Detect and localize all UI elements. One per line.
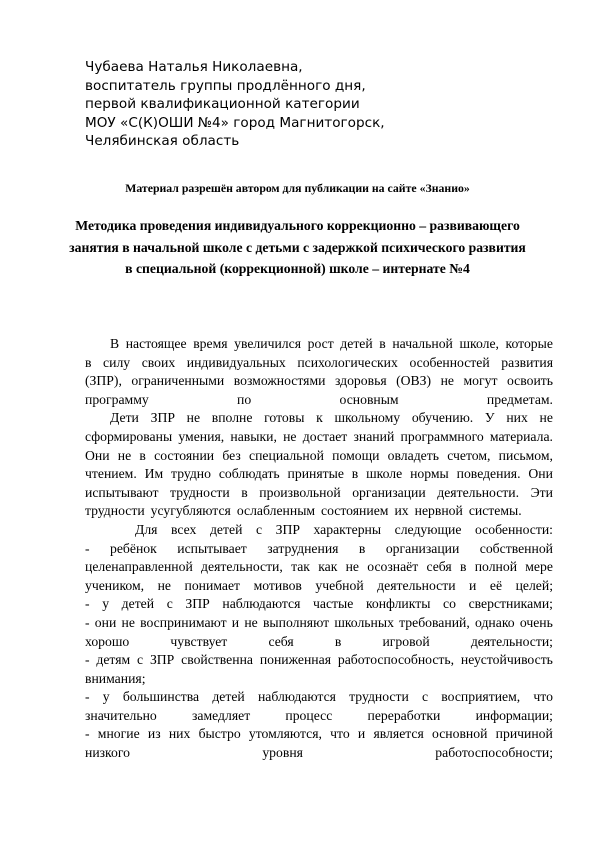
body-word: в bbox=[241, 484, 248, 500]
body-word: к bbox=[316, 410, 323, 426]
body-word: - bbox=[85, 726, 90, 742]
title-line: занятия в начальной школе с детьми с задержкой психического развития bbox=[69, 239, 526, 255]
body-word: пониженная bbox=[259, 652, 332, 668]
body-word: трудности bbox=[170, 484, 230, 500]
body-word: У bbox=[484, 410, 495, 426]
body-word: время bbox=[193, 336, 228, 351]
body-line bbox=[85, 372, 553, 391]
body-word: очень bbox=[519, 614, 553, 630]
body-word: готовы bbox=[264, 410, 305, 426]
body-word: нормы bbox=[410, 466, 449, 482]
body-word: наблюдаются bbox=[222, 596, 301, 612]
body-word: не bbox=[244, 614, 258, 630]
body-word: В bbox=[110, 336, 120, 351]
body-word: игровой bbox=[382, 633, 430, 649]
body-word: мотивов bbox=[253, 577, 302, 593]
body-word: частые bbox=[313, 596, 354, 612]
body-word: материала. bbox=[489, 428, 553, 444]
body-word: и bbox=[231, 614, 240, 630]
body-word: полной bbox=[474, 559, 518, 575]
body-line bbox=[85, 558, 553, 577]
body-word: конфликты bbox=[365, 596, 431, 612]
body-word: в bbox=[379, 336, 386, 351]
body-word: учебной bbox=[315, 577, 364, 593]
body-word: навыки, bbox=[230, 428, 277, 444]
body-word: внимания; bbox=[85, 670, 146, 686]
body-word: основным bbox=[339, 391, 399, 407]
body-word: здоровья bbox=[334, 373, 387, 389]
body-word: с bbox=[137, 652, 144, 668]
body-word: мере bbox=[525, 559, 553, 575]
body-word: с bbox=[166, 596, 173, 612]
body-word: учеником, bbox=[85, 577, 145, 593]
body-word: быстро bbox=[198, 726, 241, 742]
body-word: утомляются, bbox=[248, 726, 322, 742]
body-word: ребёнок bbox=[110, 540, 157, 556]
body-word: и bbox=[357, 726, 366, 742]
body-line bbox=[85, 707, 553, 726]
body-word: её bbox=[489, 577, 503, 593]
body-word: детей bbox=[212, 689, 245, 705]
body-word: не bbox=[121, 614, 135, 630]
body-word: со bbox=[443, 596, 456, 612]
body-word: - bbox=[85, 540, 90, 556]
body-word: в bbox=[139, 447, 146, 463]
body-word: которые bbox=[505, 336, 553, 351]
body-word: без bbox=[222, 447, 241, 463]
body-word: могут bbox=[463, 373, 498, 389]
body-word: не bbox=[157, 577, 171, 593]
body-word: школе bbox=[366, 466, 403, 482]
body-word: вполне bbox=[211, 410, 253, 426]
body-word: детей bbox=[209, 521, 243, 537]
body-word: письмом, bbox=[498, 447, 553, 463]
body-word: с bbox=[255, 521, 263, 537]
body-word: ЗПР bbox=[149, 652, 175, 668]
body-word: требований, bbox=[399, 614, 470, 630]
author-block bbox=[85, 58, 385, 151]
body-line bbox=[85, 540, 553, 559]
body-word: характерны bbox=[313, 521, 382, 537]
body-word: особенности: bbox=[474, 521, 553, 537]
body-word: - bbox=[85, 689, 90, 705]
body-line bbox=[85, 409, 553, 428]
body-word: произвольной bbox=[259, 484, 341, 500]
body-word: целей; bbox=[515, 577, 553, 593]
body-word: - bbox=[85, 614, 90, 630]
body-word: состоянии bbox=[154, 447, 215, 463]
body-word: испытывает bbox=[177, 540, 247, 556]
body-word: они bbox=[94, 614, 117, 630]
body-word: у bbox=[102, 596, 110, 612]
body-word: Им bbox=[144, 466, 164, 482]
body-word: организации bbox=[352, 484, 426, 500]
body-word: так bbox=[291, 559, 310, 575]
body-word: специальной bbox=[249, 447, 324, 463]
body-word: обучению. bbox=[411, 410, 474, 426]
body-word: в bbox=[358, 540, 366, 556]
body-word: с bbox=[422, 689, 429, 705]
body-word: школе, bbox=[459, 336, 499, 351]
body-line bbox=[85, 391, 553, 410]
body-word: детей bbox=[121, 596, 155, 612]
body-word: - bbox=[85, 596, 90, 612]
body-word: ограниченными bbox=[131, 373, 225, 389]
body-word: целенаправленной bbox=[85, 559, 193, 575]
body-word: не bbox=[440, 373, 455, 389]
body-word: неустойчивость bbox=[460, 652, 553, 668]
body-word: детям bbox=[96, 652, 131, 668]
body-word: в bbox=[85, 354, 92, 370]
body-line bbox=[85, 521, 553, 540]
body-line bbox=[85, 688, 553, 707]
body-line bbox=[85, 335, 553, 354]
publication-permission: Материал разрешён автором для публикации на сайте «Знанио» bbox=[125, 181, 470, 195]
body-word: наблюдаются bbox=[257, 689, 336, 705]
body-word: трудности bbox=[349, 689, 409, 705]
body-word: причиной bbox=[495, 726, 553, 742]
body-word: школьных bbox=[334, 614, 394, 630]
body-word: развития bbox=[501, 354, 553, 370]
body-word: деятельности, bbox=[201, 559, 283, 575]
body-word: силу bbox=[103, 354, 131, 370]
body-word: их bbox=[394, 503, 409, 519]
document-title bbox=[60, 215, 535, 280]
body-word: трудности bbox=[85, 503, 145, 519]
body-word: не bbox=[345, 559, 360, 575]
body-word: принятые bbox=[287, 466, 344, 482]
body-word: не bbox=[283, 428, 297, 444]
body-word: усугубляются bbox=[150, 503, 231, 519]
body-word: начальной bbox=[392, 336, 453, 351]
body-word: счетом, bbox=[447, 447, 491, 463]
body-word: замедляет bbox=[191, 707, 251, 723]
body-line bbox=[85, 633, 553, 652]
body-word: многие bbox=[97, 726, 140, 742]
body-word: помощи bbox=[332, 447, 380, 463]
body-word: ЗПР bbox=[185, 596, 210, 612]
body-word: информации; bbox=[475, 707, 553, 723]
body-word: что bbox=[533, 689, 553, 705]
title-line: в специальной (коррекционной) школе – интернате №4 bbox=[125, 261, 470, 276]
body-word: (ОВЗ) bbox=[396, 373, 432, 389]
body-word: себя bbox=[268, 633, 294, 649]
body-word: хорошо bbox=[85, 633, 130, 649]
body-word: переработки bbox=[367, 707, 441, 723]
body-word: нервной bbox=[414, 503, 463, 519]
title-line: Методика проведения индивидуального коррекционно – развивающего bbox=[75, 218, 520, 233]
body-word: ослабленным bbox=[236, 503, 316, 519]
body-word: процесс bbox=[285, 707, 333, 723]
body-word: увеличился bbox=[234, 336, 301, 351]
body-word: умения, bbox=[178, 428, 225, 444]
body-word: в bbox=[334, 633, 342, 649]
body-word: знаний bbox=[353, 428, 395, 444]
body-word: программного bbox=[400, 428, 484, 444]
author-name: Чубаева Наталья Николаевна, bbox=[85, 59, 303, 75]
body-word: достает bbox=[302, 428, 348, 444]
body-word: них bbox=[168, 726, 191, 742]
body-word: психологических bbox=[297, 354, 398, 370]
body-word: однако bbox=[475, 614, 515, 630]
body-word: большинства bbox=[122, 689, 200, 705]
body-word: - bbox=[85, 652, 90, 668]
body-word: себя bbox=[426, 559, 452, 575]
author-category: первой квалификационной категории bbox=[85, 96, 360, 113]
body-word: ЗПР bbox=[150, 410, 175, 426]
body-word: и bbox=[469, 577, 477, 593]
body-word: из bbox=[147, 726, 161, 742]
body-word: Для bbox=[135, 521, 158, 537]
body-word: возможностями bbox=[233, 373, 326, 389]
body-word: школьному bbox=[334, 410, 401, 426]
body-word: в bbox=[351, 466, 359, 482]
body-word: Дети bbox=[110, 410, 139, 426]
body-word: программу bbox=[85, 391, 149, 407]
body-line bbox=[85, 651, 553, 670]
body-word: чтением. bbox=[85, 466, 137, 482]
body-word: своих bbox=[141, 354, 176, 370]
body-word: не bbox=[117, 447, 132, 463]
body-word: организации bbox=[385, 540, 460, 556]
body-word: соблюдать bbox=[218, 466, 280, 482]
body-word: состоянием bbox=[321, 503, 389, 519]
body-line bbox=[85, 465, 553, 484]
body-line bbox=[85, 670, 553, 689]
body-word: ЗПР bbox=[275, 521, 300, 537]
author-region: Челябинская область bbox=[85, 133, 240, 150]
body-line bbox=[85, 447, 553, 466]
body-word: овладеть bbox=[387, 447, 439, 463]
body-word: значительно bbox=[85, 707, 157, 723]
body-word: следующие bbox=[394, 521, 462, 537]
body-word: деятельности bbox=[377, 577, 456, 593]
body-line bbox=[85, 614, 553, 633]
body-word: низкого bbox=[85, 745, 130, 761]
body-word: у bbox=[102, 689, 110, 705]
body-word: трудно bbox=[171, 466, 211, 482]
body-word: системы. bbox=[468, 503, 522, 519]
body-word: особенностей bbox=[409, 354, 490, 370]
body-word: предметам. bbox=[486, 391, 553, 407]
body-line bbox=[85, 744, 553, 763]
body-line bbox=[85, 354, 553, 373]
body-word: чувствует bbox=[170, 633, 228, 649]
body-word: восприятием, bbox=[441, 689, 521, 705]
body-word: настоящее bbox=[125, 336, 187, 351]
body-word: основной bbox=[432, 726, 488, 742]
body-word: деятельности. bbox=[437, 484, 520, 500]
body-word: что bbox=[330, 726, 350, 742]
body-word: освоить bbox=[506, 373, 553, 389]
body-word: выполняют bbox=[262, 614, 330, 630]
body-word: по bbox=[237, 391, 252, 407]
body-word: свойственна bbox=[181, 652, 253, 668]
body-word: работоспособность, bbox=[337, 652, 455, 668]
body-word: индивидуальных bbox=[186, 354, 286, 370]
body-line bbox=[85, 725, 553, 744]
body-word: не bbox=[186, 410, 201, 426]
body-line bbox=[85, 484, 553, 503]
body-word: деятельности; bbox=[470, 633, 553, 649]
body-word: сверстниками; bbox=[468, 596, 553, 612]
body-word: является bbox=[373, 726, 424, 742]
body-word: осознаёт bbox=[367, 559, 419, 575]
body-word: уровня bbox=[262, 745, 303, 761]
body-line bbox=[85, 577, 553, 596]
body-word: поведения. bbox=[456, 466, 521, 482]
body-word: понимает bbox=[184, 577, 241, 593]
body-word: Они bbox=[528, 466, 553, 482]
body-word: них bbox=[506, 410, 528, 426]
author-school: МОУ «С(К)ОШИ №4» город Магнитогорск, bbox=[85, 114, 385, 131]
body-word: как bbox=[318, 559, 338, 575]
body-word: испытывают bbox=[85, 484, 159, 500]
body-line bbox=[85, 595, 553, 614]
body-word: детей bbox=[340, 336, 373, 351]
body-line bbox=[85, 428, 553, 447]
body-word: затруднения bbox=[267, 540, 339, 556]
body-word: не bbox=[539, 410, 553, 426]
body-word: сформированы bbox=[85, 428, 173, 444]
author-position: воспитатель группы продлённого дня, bbox=[85, 77, 366, 94]
body-line bbox=[85, 502, 553, 521]
body-word: рост bbox=[307, 336, 334, 351]
body-word: (ЗПР), bbox=[85, 373, 122, 389]
body-word: работоспособности; bbox=[435, 745, 553, 761]
body-word: воспринимают bbox=[140, 614, 227, 630]
body-word: Эти bbox=[530, 484, 553, 500]
body-word: Они bbox=[85, 447, 110, 463]
body-word: всех bbox=[171, 521, 197, 537]
body-word: собственной bbox=[479, 540, 553, 556]
body-word: в bbox=[459, 559, 467, 575]
body-text bbox=[85, 335, 553, 763]
